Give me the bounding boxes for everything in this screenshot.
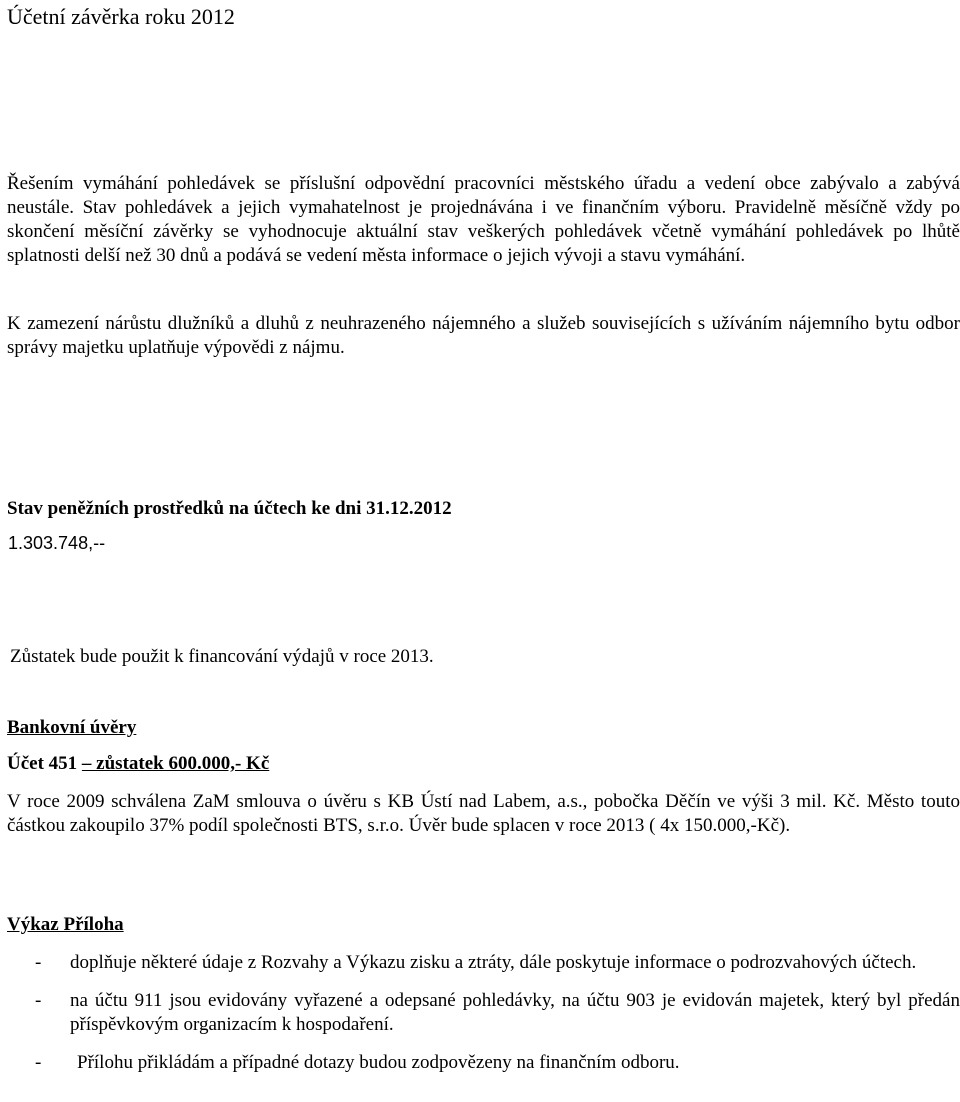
receivables-paragraph: Řešením vymáhání pohledávek se příslušní odpovědní pracovníci městského úřadu a vedení obce zabývalo a zabývá neustále. Stav pohledávek a jejich vymahatelnost je projednávána i ve finančním výboru. Pravidelně měsíčně vždy po skončení měsíční závěrky se vyhodnocuje aktuální stav veškerých pohledávek včetně vymáhání pohledávek po lhůtě splatnosti delší než 30 dnů a podává se vedení města informace o jejich vývoji a stavu vymáhání. [7,173,960,266]
page-title: Účetní závěrka roku 2012 [7,4,235,29]
loan-paragraph: V roce 2009 schválena ZaM smlouva o úvěru s KB Ústí nad Labem, a.s., pobočka Děčín ve výši 3 mil. Kč. Město touto částkou zakoupilo 37% podíl společnosti BTS, s.r.o. Úvěr bude splacen v roce 2013 ( 4x 150.000,-Kč). [7,791,960,836]
list-item [7,1051,960,1075]
debtors-paragraph: K zamezení nárůstu dlužníků a dluhů z neuhrazeného nájemného a služeb souvisejících s užíváním nájemního bytu odbor správy majetku uplatňuje výpovědi z nájmu. [7,313,960,358]
bullet-dash: - [35,952,42,973]
bullet-dash: - [35,1052,42,1073]
cash-heading: Stav peněžních prostředků na účtech ke dni 31.12.2012 [7,498,452,519]
loan-account-prefix: Účet 451 [7,753,82,774]
surplus-note: Zůstatek bude použit k financování výdajů v roce 2013. [10,646,434,667]
list-item [7,989,960,1037]
list-item-text: doplňuje některé údaje z Rozvahy a Výkazu zisku a ztráty, dále poskytuje informace o podrozvahových účtech. [70,952,917,973]
loan-account-balance: – zůstatek 600.000,- Kč [81,753,270,774]
loans-heading: Bankovní úvěry [7,717,137,738]
list-item-text: Přílohu přikládám a případné dotazy budou zodpovězeny na finančním odboru. [77,1052,680,1073]
loan-account-line [7,752,269,776]
cash-amount: 1.303.748,-- [8,533,106,553]
appendix-list [7,951,960,1075]
list-item-text: na účtu 911 jsou evidovány vyřazené a odepsané pohledávky, na účtu 903 je evidován majetek, který byl předán příspěvkovým organizacím k hospodaření. [70,990,960,1035]
list-item [7,951,960,975]
appendix-heading: Výkaz Příloha [7,914,124,935]
bullet-dash: - [35,990,42,1011]
